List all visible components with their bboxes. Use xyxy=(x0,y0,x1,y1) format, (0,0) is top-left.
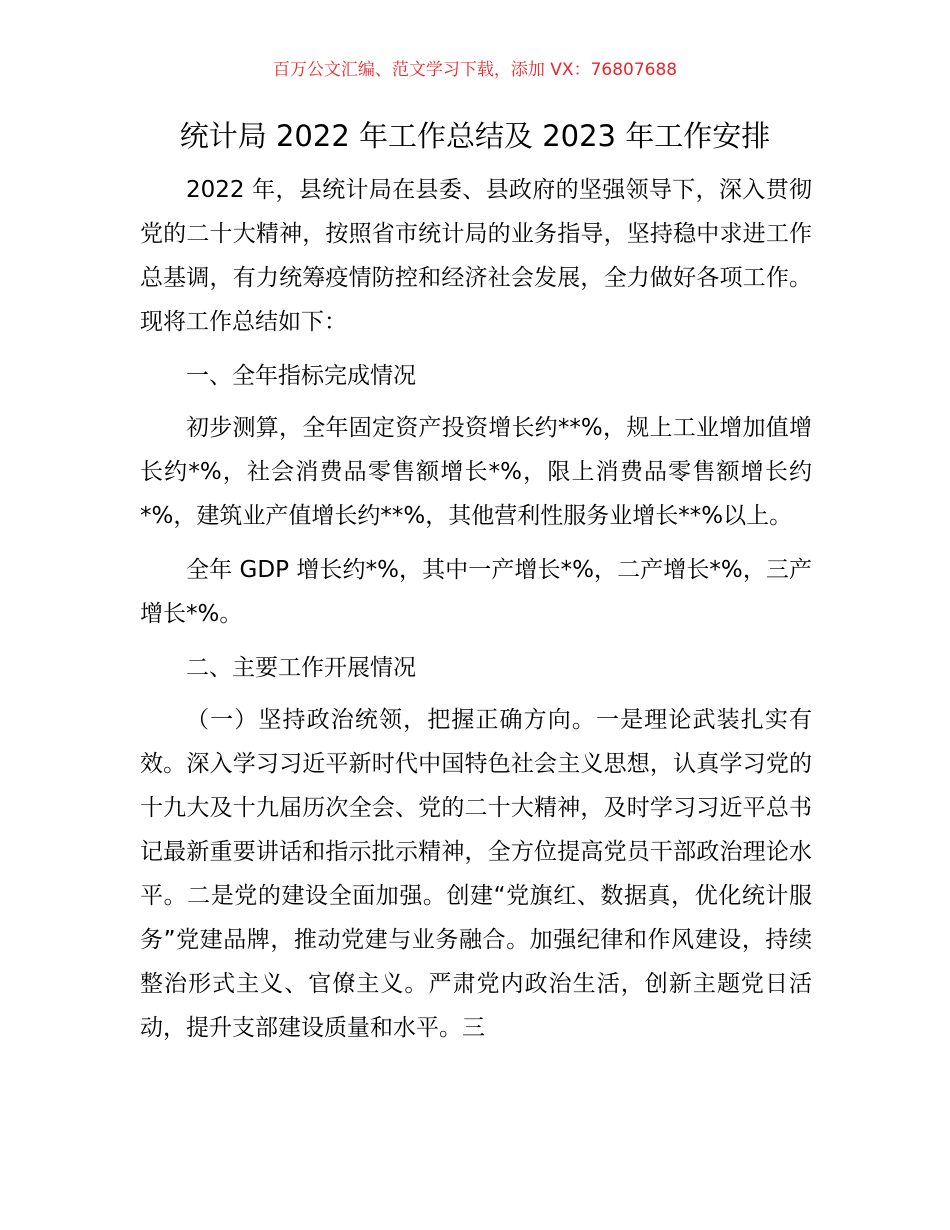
political-leadership-paragraph: （一）坚持政治统领，把握正确方向。一是理论武装扎实有效。深入学习习近平新时代中国特色社会主义思想，认真学习党的十九大及十九届历次全会、党的二十大精神，及时学习习近平总书记最新重要讲话和指示批示精神，全方位提高党员干部政治理论水平。二是党的建设全面加强。创建“党旗红、数据真，优化统计服务”党建品牌，推动党建与业务融合。加强纪律和作风建设，持续整治形式主义、官僚主义。严肃党内政治生活，创新主题党日活动，提升支部建设质量和水平。三 xyxy=(140,707,812,1041)
document-body xyxy=(140,168,812,1060)
document-title: 统计局 2022 年工作总结及 2023 年工作安排 xyxy=(179,119,771,153)
intro-paragraph: 2022 年，县统计局在县委、县政府的坚强领导下，深入贯彻党的二十大精神，按照省市统计局的业务指导，坚持稳中求进工作总基调，有力统筹疫情防控和经济社会发展，全力做好各项工作。现将工作总结如下： xyxy=(140,177,812,335)
gdp-paragraph: 全年 GDP 增长约*%，其中一产增长*%，二产增长*%，三产增长*%。 xyxy=(140,557,812,627)
promo-header: 百万公文汇编、范文学习下载，添加 VX：76807688 xyxy=(272,60,678,80)
indicator-paragraph: 初步测算，全年固定资产投资增长约**%，规上工业增加值增长约*%，社会消费品零售额增长*%，限上消费品零售额增长约*%，建筑业产值增长约**%，其他营利性服务业增长**%以上。 xyxy=(140,415,812,529)
section-heading-1: 一、全年指标完成情况 xyxy=(186,363,416,389)
section-heading-2: 二、主要工作开展情况 xyxy=(186,655,416,681)
